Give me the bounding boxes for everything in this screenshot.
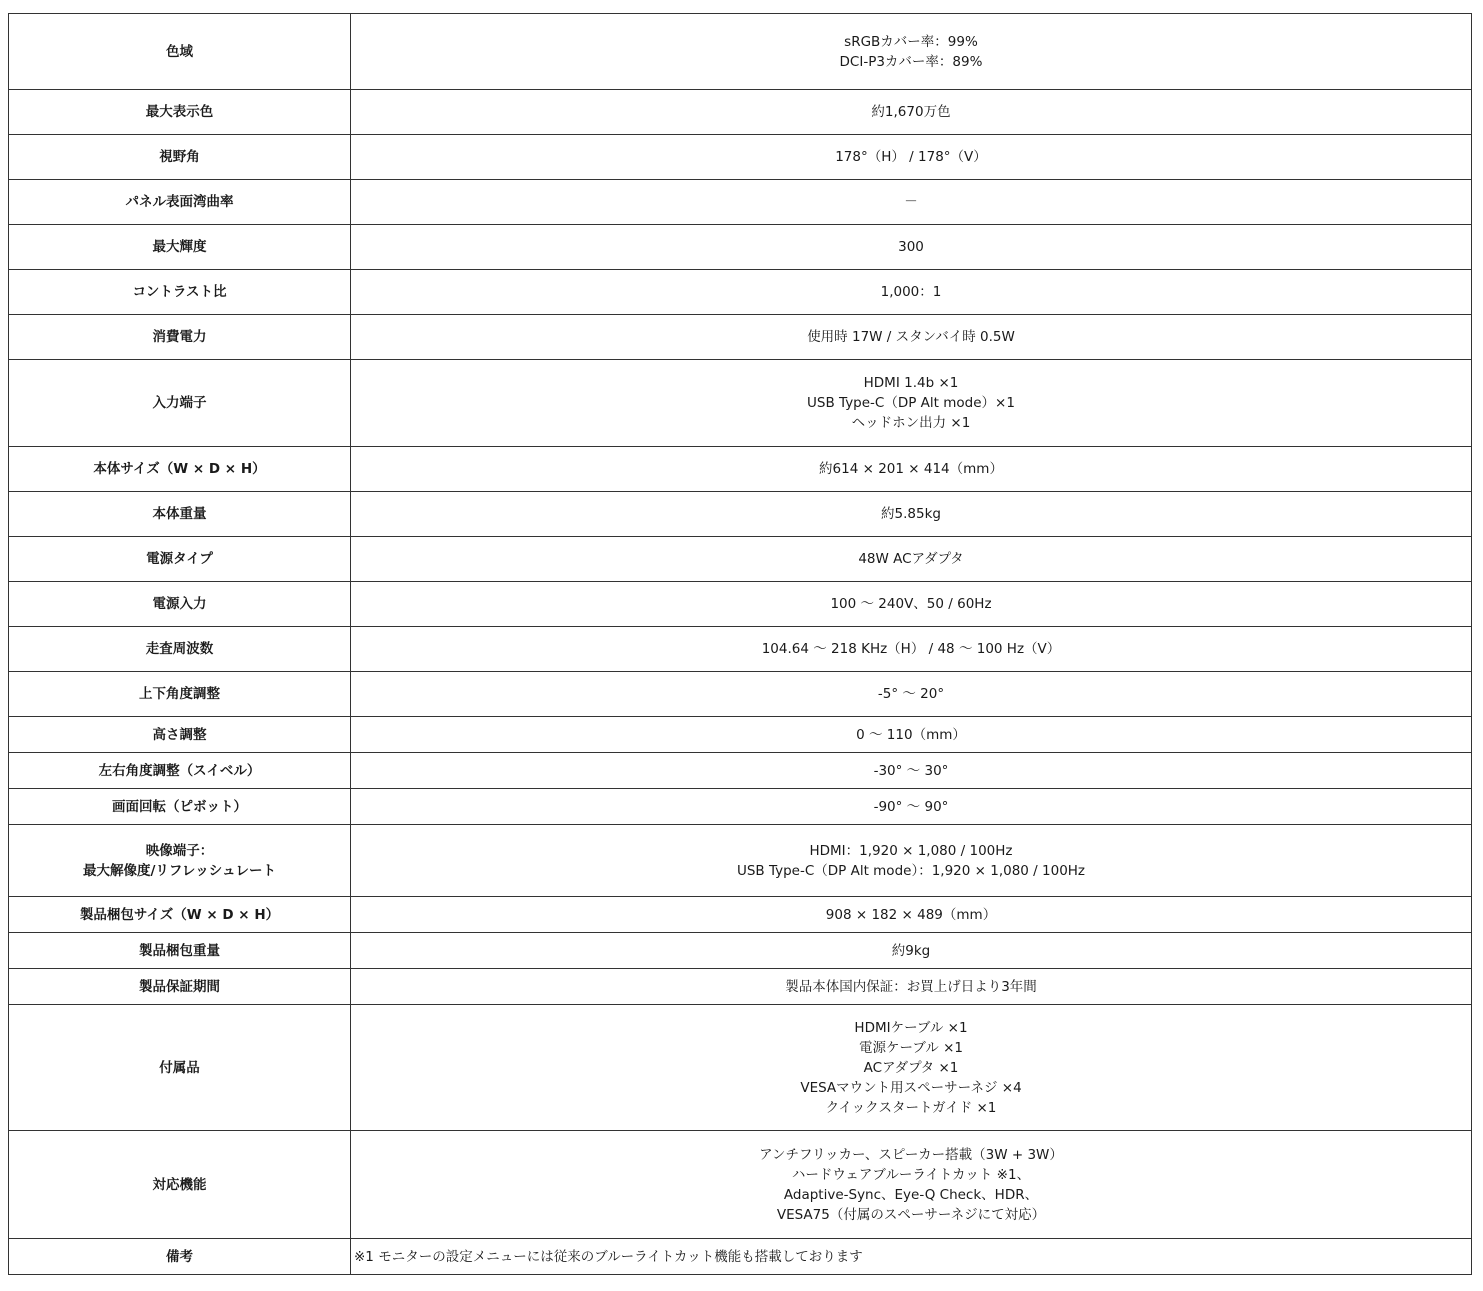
spec-value: HDMI 1.4b ×1 — [863, 375, 959, 391]
spec-value: -5° ～ 20° — [877, 686, 945, 702]
spec-value: クイックスタートガイド ×1 — [825, 1099, 997, 1116]
spec-value: 0 ～ 110（mm） — [856, 726, 966, 743]
spec-label-cell — [9, 447, 351, 492]
spec-value-cell — [351, 315, 1472, 360]
spec-label: 最大解像度/リフレッシュレート — [83, 862, 276, 879]
spec-value: 48W ACアダプタ — [858, 551, 964, 567]
spec-label-cell — [9, 1005, 351, 1131]
spec-row — [9, 627, 1472, 672]
spec-value: 1,000：1 — [880, 284, 942, 300]
spec-label: 入力端子 — [152, 395, 207, 411]
spec-label: 製品梱包サイズ（W × D × H） — [79, 906, 280, 923]
spec-value-cell — [351, 90, 1472, 135]
spec-label: 色域 — [166, 43, 193, 60]
spec-label-cell — [9, 492, 351, 537]
spec-row — [9, 315, 1472, 360]
spec-value-cell — [351, 969, 1472, 1005]
spec-value: ※1 モニターの設定メニューには従来のブルーライトカット機能も搭載しております — [354, 1248, 863, 1265]
spec-value: 300 — [898, 239, 924, 255]
spec-label-cell — [9, 225, 351, 270]
spec-value-cell — [351, 897, 1472, 933]
spec-value-cell — [351, 1131, 1472, 1239]
spec-value: HDMIケーブル ×1 — [854, 1019, 968, 1036]
spec-value: 100 ～ 240V、50 / 60Hz — [830, 596, 992, 612]
spec-value: USB Type-C（DP Alt mode）×1 — [807, 395, 1015, 411]
spec-label-cell — [9, 969, 351, 1005]
spec-row — [9, 270, 1472, 315]
spec-value-cell — [351, 360, 1472, 447]
spec-row — [9, 717, 1472, 753]
spec-value-cell — [351, 789, 1472, 825]
spec-value: 908 × 182 × 489（mm） — [825, 906, 997, 923]
spec-label: 画面回転（ピボット） — [112, 798, 247, 815]
spec-value-cell — [351, 672, 1472, 717]
spec-row — [9, 537, 1472, 582]
spec-row — [9, 969, 1472, 1005]
spec-label-cell — [9, 825, 351, 897]
spec-label-cell — [9, 933, 351, 969]
spec-label-cell — [9, 582, 351, 627]
spec-value-cell — [351, 825, 1472, 897]
spec-row — [9, 447, 1472, 492]
spec-label: 付属品 — [159, 1059, 200, 1076]
spec-row — [9, 360, 1472, 447]
spec-label: 消費電力 — [152, 329, 207, 345]
spec-value-cell — [351, 14, 1472, 90]
spec-value: VESA75（付属のスペーサーネジにて対応） — [776, 1206, 1046, 1223]
spec-label: 製品梱包重量 — [139, 942, 220, 959]
spec-value: ハードウェアブルーライトカット ※1、 — [791, 1166, 1031, 1183]
spec-value: 104.64 ～ 218 KHz（H） / 48 ～ 100 Hz（V） — [761, 641, 1061, 657]
spec-value-cell — [351, 627, 1472, 672]
spec-value-cell — [351, 135, 1472, 180]
spec-value: 約5.85kg — [881, 506, 941, 522]
spec-label: 映像端子： — [145, 842, 214, 859]
spec-value: ACアダプタ ×1 — [863, 1059, 959, 1076]
spec-value-cell — [351, 447, 1472, 492]
spec-label: 製品保証期間 — [139, 978, 220, 995]
spec-value: USB Type-C（DP Alt mode）：1,920 × 1,080 / 100Hz — [736, 862, 1086, 879]
spec-label-cell — [9, 1131, 351, 1239]
spec-value-cell — [351, 717, 1472, 753]
spec-row — [9, 492, 1472, 537]
spec-value: VESAマウント用スペーサーネジ ×4 — [800, 1079, 1022, 1096]
spec-value: 使用時 17W / スタンバイ時 0.5W — [807, 329, 1015, 345]
spec-label: 高さ調整 — [152, 726, 207, 743]
spec-row — [9, 225, 1472, 270]
spec-label-cell — [9, 360, 351, 447]
spec-value-cell — [351, 492, 1472, 537]
spec-label: 視野角 — [159, 149, 200, 165]
spec-row — [9, 90, 1472, 135]
spec-label: 最大輝度 — [152, 239, 207, 255]
spec-row — [9, 825, 1472, 897]
spec-label-cell — [9, 897, 351, 933]
spec-label: 本体サイズ（W × D × H） — [93, 461, 266, 477]
spec-label-cell — [9, 753, 351, 789]
spec-label: 電源入力 — [152, 596, 207, 612]
spec-label-cell — [9, 135, 351, 180]
spec-label: 左右角度調整（スイベル） — [98, 762, 261, 779]
spec-row — [9, 1239, 1472, 1275]
spec-value: 約614 × 201 × 414（mm） — [819, 461, 1003, 477]
spec-label: 本体重量 — [152, 506, 207, 522]
spec-value: HDMI：1,920 × 1,080 / 100Hz — [809, 842, 1013, 859]
spec-label: パネル表面湾曲率 — [125, 194, 234, 210]
spec-value-cell — [351, 537, 1472, 582]
spec-row — [9, 582, 1472, 627]
spec-label-cell — [9, 537, 351, 582]
spec-row — [9, 14, 1472, 90]
spec-label: 最大表示色 — [145, 104, 214, 120]
spec-value: 製品本体国内保証：お買上げ日より3年間 — [785, 978, 1037, 995]
spec-table — [8, 13, 1472, 1275]
spec-value-cell — [351, 225, 1472, 270]
spec-label-cell — [9, 1239, 351, 1275]
spec-row — [9, 672, 1472, 717]
spec-label: コントラスト比 — [132, 284, 227, 300]
spec-value: 電源ケーブル ×1 — [859, 1039, 963, 1056]
spec-value: -90° ～ 90° — [873, 798, 949, 815]
spec-value-cell — [351, 582, 1472, 627]
spec-row — [9, 1005, 1472, 1131]
spec-label-cell — [9, 90, 351, 135]
spec-label-cell — [9, 14, 351, 90]
spec-value-cell — [351, 1005, 1472, 1131]
spec-value: sRGBカバー率：99% — [844, 33, 978, 50]
spec-label-cell — [9, 717, 351, 753]
spec-value: － — [904, 194, 918, 210]
spec-label: 備考 — [166, 1248, 193, 1265]
spec-value-cell — [351, 933, 1472, 969]
spec-row — [9, 897, 1472, 933]
spec-value: -30° ～ 30° — [873, 762, 949, 779]
spec-value: 178°（H） / 178°（V） — [835, 149, 987, 165]
spec-value-cell — [351, 180, 1472, 225]
spec-row — [9, 753, 1472, 789]
spec-label-cell — [9, 315, 351, 360]
spec-label-cell — [9, 627, 351, 672]
spec-value-cell — [351, 1239, 1472, 1275]
spec-label-cell — [9, 180, 351, 225]
spec-label: 電源タイプ — [146, 551, 213, 567]
spec-value: 約1,670万色 — [871, 104, 951, 120]
spec-value: DCI-P3カバー率：89% — [839, 53, 983, 70]
spec-value-cell — [351, 753, 1472, 789]
spec-label-cell — [9, 270, 351, 315]
spec-row — [9, 180, 1472, 225]
spec-value: アンチフリッカー、スピーカー搭載（3W + 3W） — [759, 1146, 1063, 1163]
spec-label: 対応機能 — [152, 1176, 207, 1193]
spec-value: Adaptive-Sync、Eye-Q Check、HDR、 — [783, 1186, 1039, 1203]
spec-row — [9, 1131, 1472, 1239]
spec-label-cell — [9, 789, 351, 825]
spec-row — [9, 933, 1472, 969]
spec-value: ヘッドホン出力 ×1 — [851, 415, 971, 431]
spec-label: 走査周波数 — [145, 641, 214, 657]
spec-label: 上下角度調整 — [139, 686, 220, 702]
spec-row — [9, 135, 1472, 180]
spec-row — [9, 789, 1472, 825]
spec-value-cell — [351, 270, 1472, 315]
spec-table-body — [9, 14, 1472, 1275]
spec-label-cell — [9, 672, 351, 717]
spec-value: 約9kg — [891, 942, 931, 959]
